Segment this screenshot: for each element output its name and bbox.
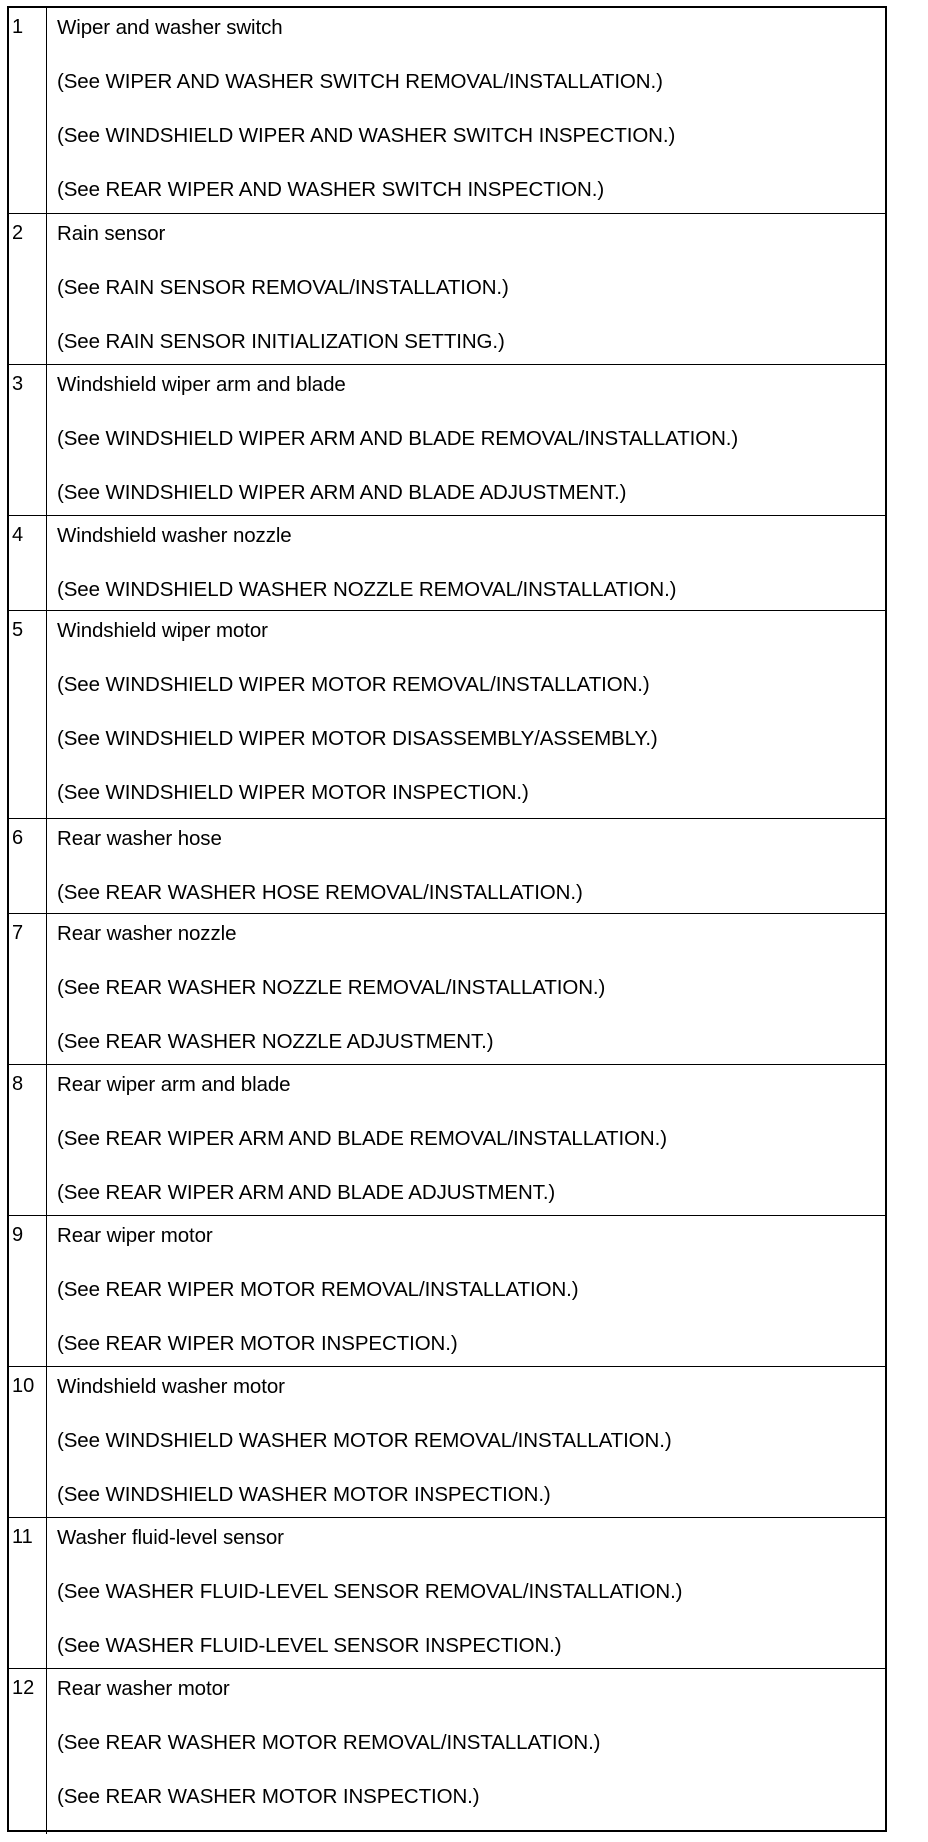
component-name: Rear washer hose xyxy=(57,827,222,850)
table-row xyxy=(9,1064,885,1215)
procedure-reference: (See WASHER FLUID-LEVEL SENSOR REMOVAL/INSTALLATION.) xyxy=(57,1580,683,1603)
item-content xyxy=(47,1367,885,1517)
item-number: 6 xyxy=(9,819,47,913)
component-name: Windshield wiper motor xyxy=(57,619,268,642)
item-number: 2 xyxy=(9,214,47,364)
item-content xyxy=(47,516,885,610)
procedure-reference: (See WINDSHIELD WIPER ARM AND BLADE REMOVAL/INSTALLATION.) xyxy=(57,427,739,450)
item-content xyxy=(47,214,885,364)
item-number: 8 xyxy=(9,1065,47,1215)
procedure-reference: (See WINDSHIELD WASHER MOTOR REMOVAL/INSTALLATION.) xyxy=(57,1429,672,1452)
item-number: 10 xyxy=(9,1367,47,1517)
procedure-reference: (See REAR WIPER ARM AND BLADE REMOVAL/INSTALLATION.) xyxy=(57,1127,667,1150)
procedure-reference: (See WINDSHIELD WASHER NOZZLE REMOVAL/INSTALLATION.) xyxy=(57,578,677,601)
procedure-reference: (See REAR WIPER AND WASHER SWITCH INSPECTION.) xyxy=(57,178,605,201)
table-row xyxy=(9,1366,885,1517)
procedure-reference: (See WINDSHIELD WASHER MOTOR INSPECTION.) xyxy=(57,1483,551,1506)
item-content xyxy=(47,1518,885,1668)
table-row xyxy=(9,213,885,364)
component-table xyxy=(7,6,887,1832)
procedure-reference: (See RAIN SENSOR INITIALIZATION SETTING.) xyxy=(57,330,505,353)
item-number: 11 xyxy=(9,1518,47,1668)
procedure-reference: (See REAR WIPER MOTOR REMOVAL/INSTALLATION.) xyxy=(57,1278,579,1301)
procedure-reference: (See WINDSHIELD WIPER MOTOR INSPECTION.) xyxy=(57,781,529,804)
table-row xyxy=(9,8,885,213)
item-number: 4 xyxy=(9,516,47,610)
item-content xyxy=(47,819,885,913)
item-content xyxy=(47,611,885,818)
table-row xyxy=(9,913,885,1064)
procedure-reference: (See REAR WIPER ARM AND BLADE ADJUSTMENT.) xyxy=(57,1181,556,1204)
component-name: Rear wiper motor xyxy=(57,1224,213,1247)
table-row xyxy=(9,818,885,913)
procedure-reference: (See WINDSHIELD WIPER MOTOR DISASSEMBLY/ASSEMBLY.) xyxy=(57,727,658,750)
item-number: 12 xyxy=(9,1669,47,1834)
table-row xyxy=(9,1668,885,1834)
item-content xyxy=(47,1065,885,1215)
item-number: 3 xyxy=(9,365,47,515)
item-number: 5 xyxy=(9,611,47,818)
component-name: Windshield washer motor xyxy=(57,1375,285,1398)
procedure-reference: (See WASHER FLUID-LEVEL SENSOR INSPECTION.) xyxy=(57,1634,562,1657)
item-content xyxy=(47,365,885,515)
component-name: Washer fluid-level sensor xyxy=(57,1526,284,1549)
item-content xyxy=(47,1669,885,1834)
procedure-reference: (See RAIN SENSOR REMOVAL/INSTALLATION.) xyxy=(57,276,509,299)
component-name: Wiper and washer switch xyxy=(57,16,283,39)
component-name: Rain sensor xyxy=(57,222,166,245)
procedure-reference: (See REAR WASHER MOTOR REMOVAL/INSTALLATION.) xyxy=(57,1731,601,1754)
item-number: 7 xyxy=(9,914,47,1064)
item-content xyxy=(47,8,885,213)
procedure-reference: (See REAR WASHER MOTOR INSPECTION.) xyxy=(57,1785,480,1808)
procedure-reference: (See REAR WASHER NOZZLE ADJUSTMENT.) xyxy=(57,1030,494,1053)
procedure-reference: (See REAR WASHER HOSE REMOVAL/INSTALLATION.) xyxy=(57,881,583,904)
table-row xyxy=(9,610,885,818)
item-number: 9 xyxy=(9,1216,47,1366)
procedure-reference: (See WINDSHIELD WIPER ARM AND BLADE ADJUSTMENT.) xyxy=(57,481,627,504)
item-content xyxy=(47,1216,885,1366)
item-content xyxy=(47,914,885,1064)
procedure-reference: (See WINDSHIELD WIPER AND WASHER SWITCH INSPECTION.) xyxy=(57,124,676,147)
component-name: Windshield washer nozzle xyxy=(57,524,292,547)
component-name: Windshield wiper arm and blade xyxy=(57,373,346,396)
component-name: Rear wiper arm and blade xyxy=(57,1073,291,1096)
procedure-reference: (See REAR WASHER NOZZLE REMOVAL/INSTALLATION.) xyxy=(57,976,606,999)
table-row xyxy=(9,1517,885,1668)
item-number: 1 xyxy=(9,8,47,213)
table-row xyxy=(9,364,885,515)
table-row xyxy=(9,1215,885,1366)
procedure-reference: (See REAR WIPER MOTOR INSPECTION.) xyxy=(57,1332,458,1355)
component-name: Rear washer nozzle xyxy=(57,922,237,945)
component-name: Rear washer motor xyxy=(57,1677,230,1700)
procedure-reference: (See WINDSHIELD WIPER MOTOR REMOVAL/INSTALLATION.) xyxy=(57,673,650,696)
procedure-reference: (See WIPER AND WASHER SWITCH REMOVAL/INSTALLATION.) xyxy=(57,70,663,93)
table-row xyxy=(9,515,885,610)
